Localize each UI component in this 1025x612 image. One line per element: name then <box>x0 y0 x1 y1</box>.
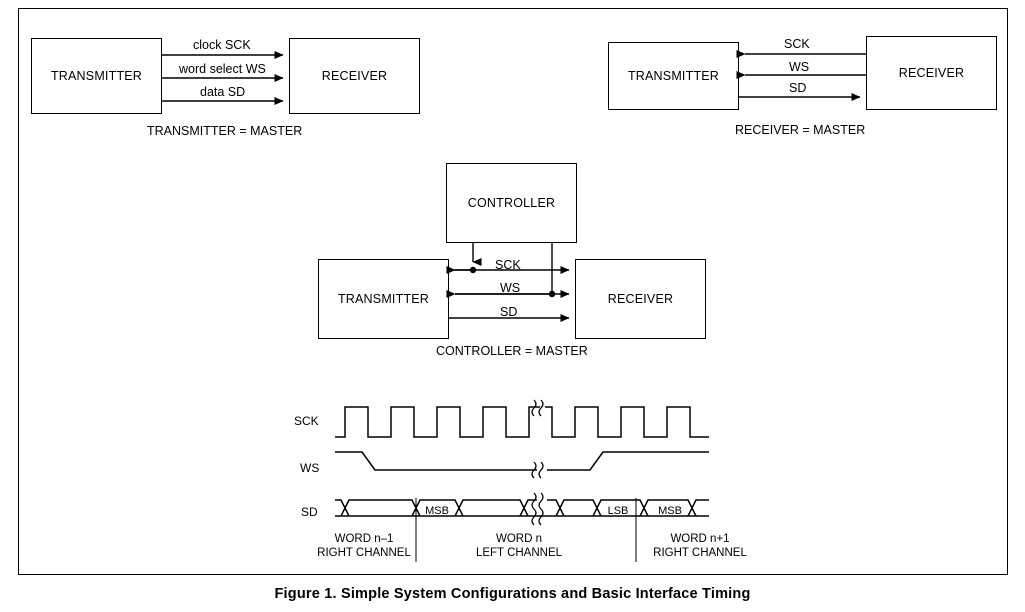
tx-master-caption: TRANSMITTER = MASTER <box>147 124 303 138</box>
rx-master-signal-2: SD <box>789 81 807 95</box>
timing-bit-msb-2: MSB <box>658 505 682 517</box>
rx-master-transmitter-label: TRANSMITTER <box>627 69 720 83</box>
tx-master-transmitter-label: TRANSMITTER <box>50 69 143 83</box>
timing-word-0-line1: WORD n–1 <box>334 533 394 545</box>
rx-master-transmitter-box <box>608 42 739 110</box>
controller-box <box>446 163 577 243</box>
timing-word-2 <box>645 532 755 560</box>
rx-master-receiver-box <box>866 36 997 110</box>
timing-label-ws: WS <box>300 461 320 475</box>
timing-word-0-line2: RIGHT CHANNEL <box>317 547 411 559</box>
controller-label: CONTROLLER <box>467 196 556 210</box>
ctrl-master-transmitter-box <box>318 259 449 339</box>
rx-master-caption: RECEIVER = MASTER <box>735 123 866 137</box>
tx-master-receiver-label: RECEIVER <box>321 69 388 83</box>
timing-word-1-line1: WORD n <box>496 533 542 545</box>
timing-word-2-line2: RIGHT CHANNEL <box>653 547 747 559</box>
tx-master-signal-2: data SD <box>200 85 246 99</box>
tx-master-signal-0: clock SCK <box>193 38 251 52</box>
ctrl-master-receiver-box <box>575 259 706 339</box>
tx-master-signal-1: word select WS <box>179 62 266 76</box>
timing-word-1 <box>464 532 574 560</box>
ctrl-master-signal-2: SD <box>500 305 518 319</box>
tx-master-transmitter-box <box>31 38 162 114</box>
figure-caption: Figure 1. Simple System Configurations and Basic Interface Timing <box>274 586 751 602</box>
ctrl-master-transmitter-label: TRANSMITTER <box>337 292 430 306</box>
timing-bit-msb-1: MSB <box>425 505 449 517</box>
ctrl-master-signal-1: WS <box>500 281 521 295</box>
timing-bit-lsb: LSB <box>607 505 629 517</box>
rx-master-receiver-label: RECEIVER <box>898 66 965 80</box>
timing-label-sck: SCK <box>294 414 319 428</box>
ctrl-master-signal-0: SCK <box>495 258 521 272</box>
timing-word-1-line2: LEFT CHANNEL <box>475 547 563 559</box>
rx-master-signal-0: SCK <box>784 37 810 51</box>
tx-master-receiver-box <box>289 38 420 114</box>
timing-label-sd: SD <box>301 505 318 519</box>
rx-master-signal-1: WS <box>789 60 810 74</box>
timing-word-0 <box>312 532 416 560</box>
timing-word-2-line1: WORD n+1 <box>670 533 730 545</box>
ctrl-master-caption: CONTROLLER = MASTER <box>436 344 588 358</box>
ctrl-master-receiver-label: RECEIVER <box>607 292 674 306</box>
